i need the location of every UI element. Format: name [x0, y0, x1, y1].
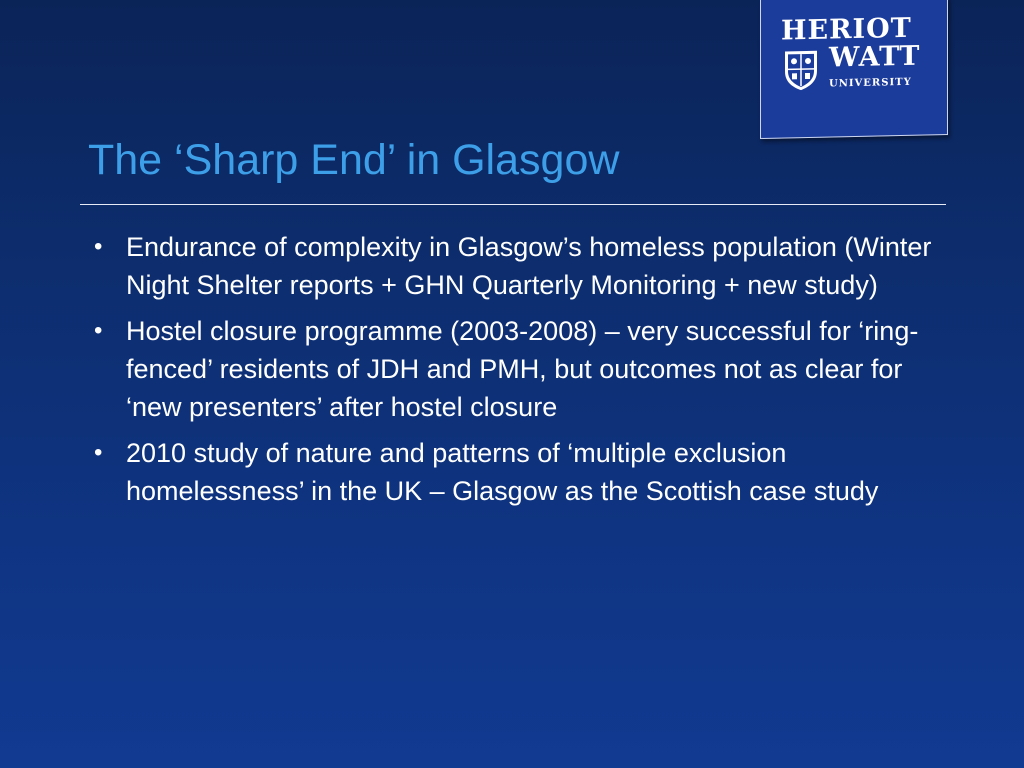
crest-icon — [783, 49, 819, 92]
bullet-list — [90, 228, 950, 518]
logo-line-1: HERIOT — [781, 12, 912, 47]
bullet-text: 2010 study of nature and patterns of ‘multiple exclusion homelessness’ in the UK – Glasgow as the Scottish case study — [126, 438, 879, 506]
title-divider — [80, 204, 946, 205]
bullet-text: Endurance of complexity in Glasgow’s homeless population (Winter Night Shelter reports + GHN Quarterly Monitoring + new study) — [126, 232, 932, 300]
logo-line-3: UNIVERSITY — [829, 76, 912, 90]
logo-line-2: WATT — [829, 40, 921, 74]
bullet-item — [90, 228, 950, 304]
bullet-icon: • — [94, 439, 103, 466]
slide-title: The ‘Sharp End’ in Glasgow — [88, 136, 620, 184]
heriot-watt-logo — [760, 0, 948, 139]
bullet-item — [90, 434, 950, 510]
bullet-icon: • — [94, 233, 103, 260]
bullet-item — [90, 312, 950, 426]
bullet-icon: • — [94, 317, 103, 344]
bullet-text: Hostel closure programme (2003-2008) – very successful for ‘ring-fenced’ residents of JDH and PMH, but outcomes not as clear for ‘new presenters’ after hostel closure — [126, 316, 919, 422]
